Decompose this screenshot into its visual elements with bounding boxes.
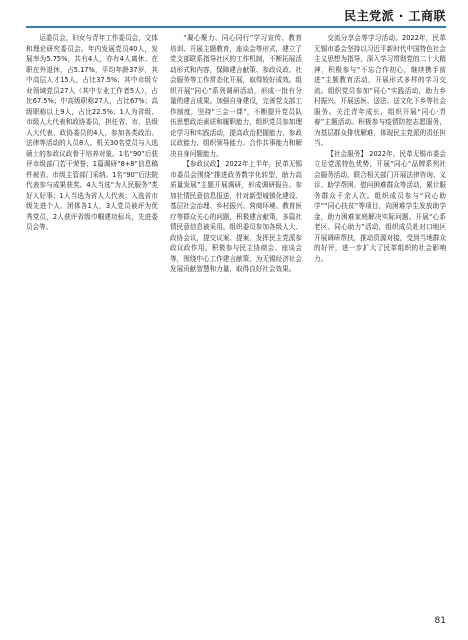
paragraph: “凝心聚力、同心同行”学习宣传、教育培训、开展主题教育，座谈会等形式，建立了党支部联系指导社区的工作机制，不断拓展活动形式和内容，保障建言献策、参政议政、社会服务等工作常态化开展，取得较好成效。组织开展“同心”系列调研活动，形成一批有分量的建言成果。加强自身建设，完善党支部工作制度，坚持“三会一课”，不断提升党员队伍思想政治素质和履职能力，组织党员参加理论学习和实践活动，提高政治把握能力、参政议政能力、组织领导能力、合作共事能力和解决自身问题能力。 — [170, 34, 302, 158]
paragraph: 【参政议政】 2022年上半年，民革无锡市委员会围绕“推进政务数字化转型，助力高质量发展”主题开展调研，形成调研报告。参加社情民意信息报送，针对新型城镇化建设、基层社会治理、乡村振兴、营商环境、教育医疗等群众关心的问题，积极建言献策，多篇社情民意信息被采用。组织委员参加各级人大、政协会议，提交议案、提案，发挥民主党派参政议政作用。积极参与民主协商会、座谈会等，围绕中心工作建言献策，为无锡经济社会发展贡献智慧和力量，取得良好社会效果。 — [170, 160, 302, 273]
header-rule — [26, 26, 446, 28]
paragraph: 运委员会，妇女与青年工作委员会，文体和理论研究委员会。年内发展党员40人，发展率为5.75%，共有4人，亦有4人离休、在职在外退休，占5.17%，平均年龄37岁，其中高层人才15人，占比37.5%；其中市级专业领域党员27人（其中专业工作者5人），占比67.5%；中高级职称27人，占比67%；高级职称以上9人，占比22.5%；1人为省级、市级人大代表和政协委员，担任省、市、县级人大代表、政协委员的4人，参加各类政治、法律等活动的人员8人。机关30名党员与入选硕士的参政议政骨干培养对象。1名“90”后获评市级部门若干荣誉；1篇调研“8+8”信息稿件被省、市级主管部门采纳。1名“90”后法院代表参与成果获奖。4人当选“为人民服务”类好人好事；1人当选为省人大代表；入选省市级先进个人、团体各1人，3人党员被评为优秀党员，2人获评省级巾帼建功标兵，先进委员会等。 — [26, 34, 158, 231]
section-title: 民主党派 · 工商联 — [344, 9, 446, 23]
text-column-2 — [170, 33, 302, 613]
text-column-3 — [314, 33, 446, 613]
page-number: 81 — [434, 616, 446, 626]
paragraph: 【社会服务】 2022年，民革无锡市委会立足党派特色优势，开展“同心”品牌系列社会服务活动，联合相关部门开展法律咨询、义诊、助学帮困、慰问困难群众等活动，累计服务群众千余人次。组织成员参与“同心助学”“同心扶贫”等项目，向困难学生发放助学金，助力困难家庭解决实际问题。开展“心系老区、同心助力”活动，组织成员赴对口地区开展调研帮扶，推动资源对接，受到当地群众的好评，进一步扩大了民革组织的社会影响力。 — [314, 149, 446, 263]
text-column-1 — [26, 33, 158, 613]
paragraph: 交流分享会等学习活动。2022年，民革无锡市委会坚持以习近平新时代中国特色社会主义思想为指导，深入学习贯彻党的二十大精神，积极参与“不忘合作初心，继续携手前进”主题教育活动，开展形式多样的学习交流。组织党员参加“同心”实践活动，助力乡村振兴，开展送医、送法、送文化下乡等社会服务。关注青年成长，组织开展“同心·青春”主题活动。积极参与疫情防控志愿服务，为基层群众排忧解难，体现民主党派的责任担当。 — [314, 34, 446, 147]
article-body — [26, 33, 446, 613]
page-header — [0, 0, 468, 28]
